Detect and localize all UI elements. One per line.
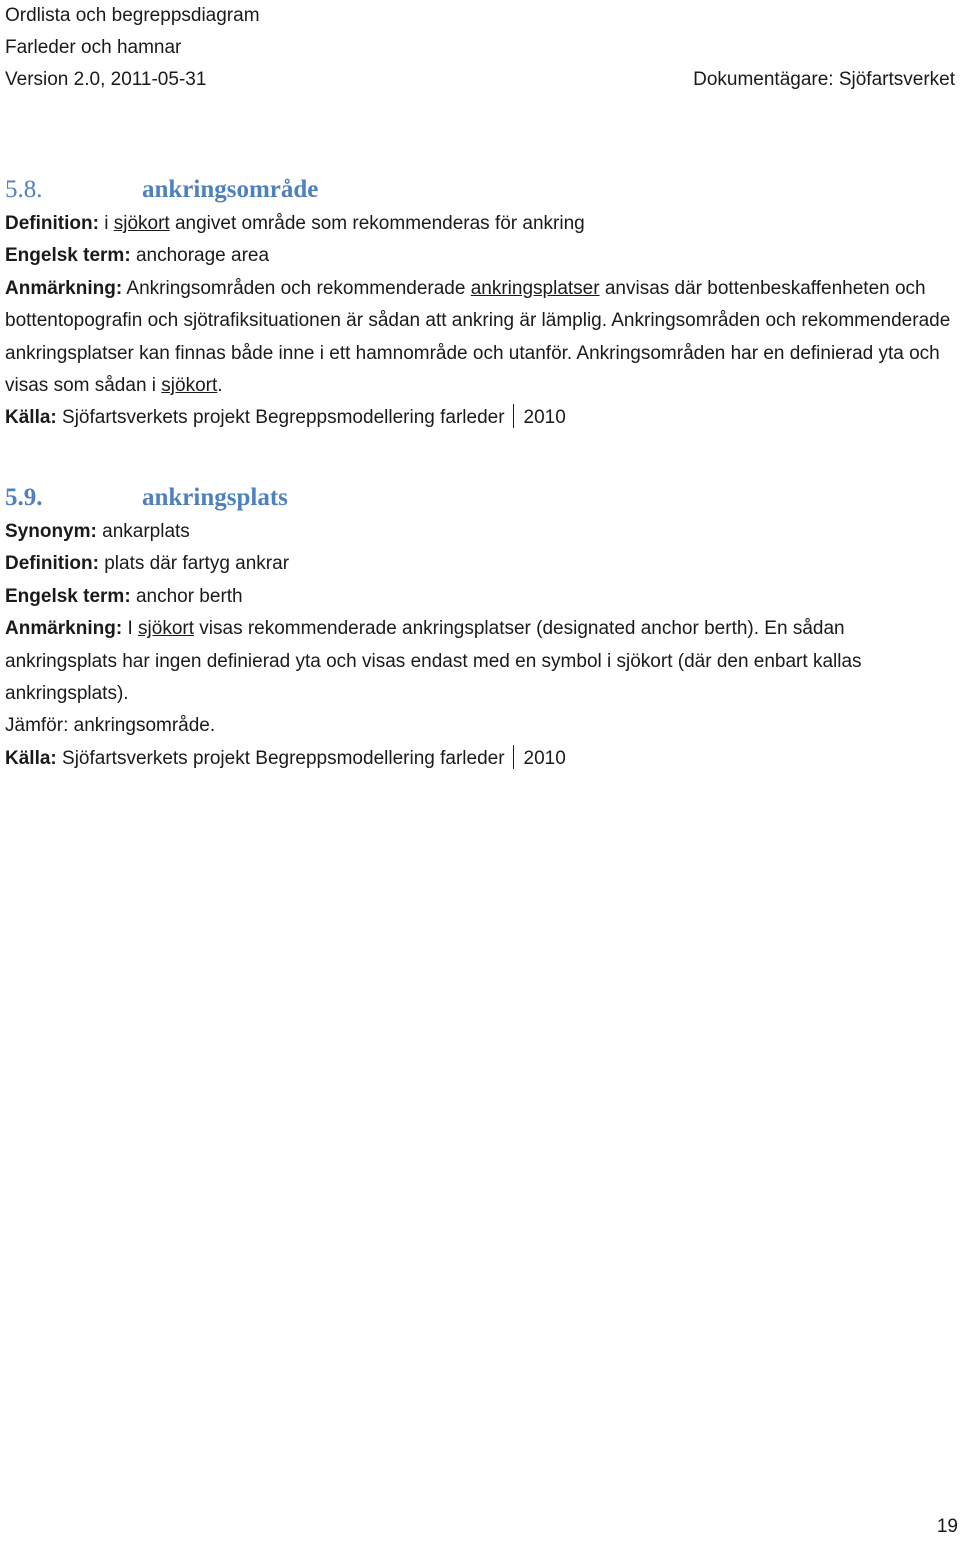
synonym-label: Synonym:: [5, 521, 97, 542]
remark-paragraph: [5, 273, 955, 403]
compare-line: Jämför: ankringsområde.: [5, 715, 216, 737]
english-term-line: [5, 581, 955, 613]
section-term: ankringsplats: [142, 484, 288, 511]
source-year: 2010: [523, 407, 566, 429]
remark-label: Anmärkning:: [5, 618, 123, 640]
source-label: Källa:: [5, 407, 57, 429]
section-ankringsplats: [5, 480, 955, 775]
source-line: [5, 402, 955, 434]
document-owner: Dokumentägare: Sjöfartsverket: [693, 69, 955, 90]
source-label: Källa:: [5, 747, 57, 769]
remark-end: .: [217, 375, 223, 397]
remark-pre: I: [127, 618, 133, 640]
section-heading: [5, 172, 955, 208]
remark-link-sjokort[interactable]: sjökort: [138, 618, 194, 640]
english-term: anchor berth: [135, 585, 243, 607]
definition-line: [5, 548, 955, 580]
remark-label: Anmärkning:: [5, 277, 123, 299]
page-number: 19: [936, 1516, 958, 1537]
section-number: 5.9.: [5, 484, 43, 511]
source-separator: [513, 404, 514, 428]
header-meta-row: [5, 64, 955, 96]
synonym: ankarplats: [102, 521, 190, 542]
source-year: 2010: [523, 747, 566, 769]
section-heading: [5, 480, 955, 516]
synonym-line: [5, 516, 955, 548]
remark-link-sjokort[interactable]: sjökort: [161, 375, 218, 397]
section-ankringsomrade: [5, 172, 955, 435]
english-term-line: [5, 240, 955, 272]
definition-text: plats där fartyg ankrar: [104, 553, 290, 575]
definition-link-sjokort[interactable]: sjökort: [113, 213, 170, 234]
remark-paragraph: [5, 613, 955, 710]
source-line: [5, 743, 955, 775]
remark-text: visas rekommenderade ankringsplatser (designated anchor berth). En sådan ankringsplats har ingen definierad yta och visas endast med en symbol i sjökort (där den enbart kallas ankringsplats).: [5, 618, 862, 705]
remark-pre: Ankringsområden och rekommenderade: [126, 277, 466, 299]
english-term-label: Engelsk term:: [5, 585, 131, 607]
document-version: Version 2.0, 2011-05-31: [5, 69, 207, 90]
definition-pre: i: [104, 213, 109, 234]
page-header: [5, 0, 955, 96]
english-term-label: Engelsk term:: [5, 245, 131, 267]
document-title: Ordlista och begreppsdiagram: [5, 5, 260, 26]
remark-link-ankringsplatser[interactable]: ankringsplatser: [470, 277, 600, 299]
definition-label: Definition:: [5, 213, 99, 234]
definition-label: Definition:: [5, 553, 99, 575]
document-subtitle: Farleder och hamnar: [5, 37, 182, 58]
section-number: 5.8.: [5, 176, 43, 203]
definition-line: [5, 208, 955, 240]
source-separator: [513, 745, 514, 769]
english-term: anchorage area: [135, 245, 270, 267]
source-text: Sjöfartsverkets projekt Begreppsmodellering farleder: [62, 407, 505, 429]
source-text: Sjöfartsverkets projekt Begreppsmodellering farleder: [62, 747, 505, 769]
section-term: ankringsområde: [142, 176, 319, 203]
remark-text: anvisas där bottenbeskaffenheten och bottentopografin och sjötrafiksituationen är sådan att ankring är lämplig. Ankringsområden och rekommenderade ankringsplatser kan finnas både inne i ett hamnområde och utanför. Ankringsområden har en definierad yta och visas som sådan i: [5, 277, 951, 397]
definition-text: angivet område som rekommenderas för ankring: [174, 213, 585, 234]
